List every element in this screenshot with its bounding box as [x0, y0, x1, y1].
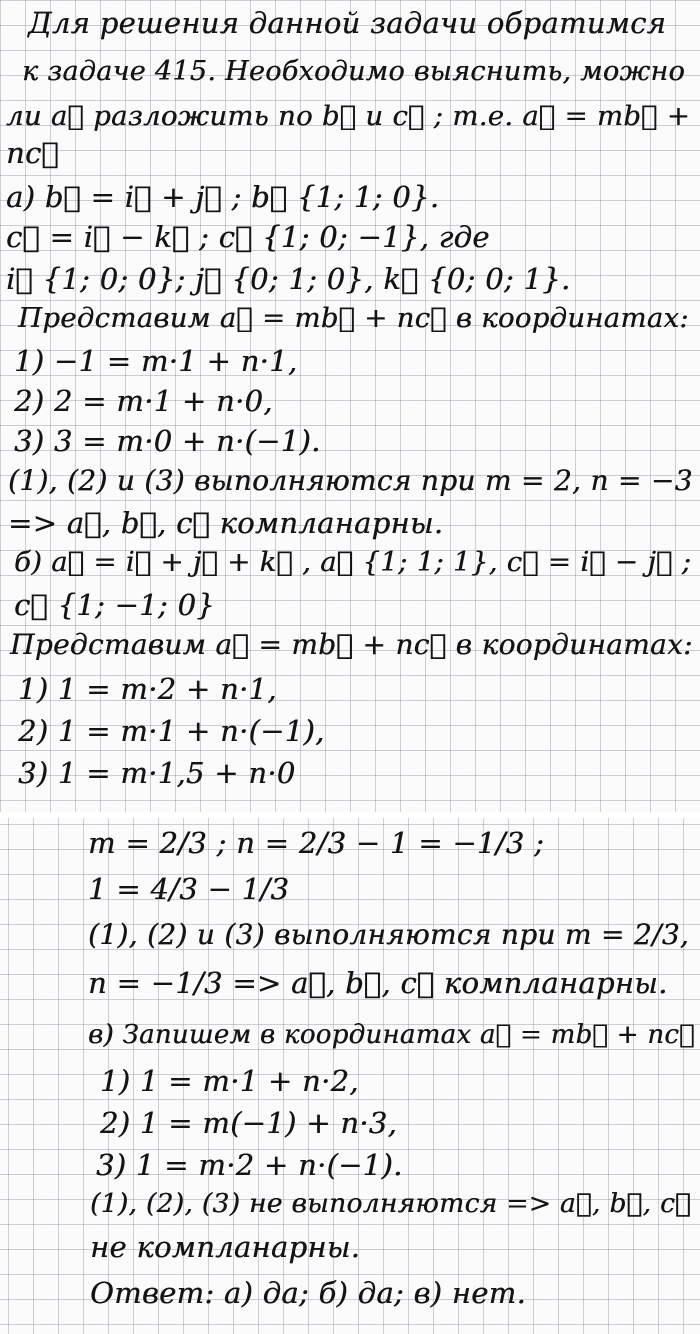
text-line: 3) 1 = m·1,5 + n·0: [18, 756, 296, 790]
text-line: m = 2/3 ; n = 2/3 − 1 = −1/3 ;: [88, 826, 545, 860]
text-line: в) Запишем в координатах a⃗ = mb⃗ + nc⃗: [88, 1020, 695, 1050]
text-line: 1) 1 = m·2 + n·1,: [18, 672, 277, 706]
text-line: (1), (2) и (3) выполняются при m = 2/3,: [88, 918, 690, 951]
text-line: ли a⃗ разложить по b⃗ и c⃗ ; т.е. a⃗ = mb⃗ +: [6, 100, 691, 132]
text-line: 2) 1 = m·1 + n·(−1),: [18, 714, 325, 748]
text-line: => a⃗, b⃗, c⃗ компланарны.: [8, 506, 444, 540]
text-line: а) b⃗ = i⃗ + j⃗ ; b⃗ {1; 1; 0}.: [6, 180, 440, 214]
text-line: не компланарны.: [90, 1230, 361, 1264]
text-line: 1) −1 = m·1 + n·1,: [14, 344, 298, 378]
text-line: 3) 3 = m·0 + n·(−1).: [14, 424, 321, 458]
text-line: Представим a⃗ = mb⃗ + nc⃗ в координатах:: [18, 302, 689, 334]
text-line: 2) 1 = m(−1) + n·3,: [100, 1106, 398, 1140]
text-line: n = −1/3 => a⃗, b⃗, c⃗ компланарны.: [88, 966, 668, 1000]
text-line: Для решения данной задачи обратимся: [28, 6, 667, 40]
text-line: 1 = 4/3 − 1/3: [88, 872, 290, 906]
text-line: Представим a⃗ = mb⃗ + nc⃗ в координатах:: [10, 628, 693, 661]
text-line: i⃗ {1; 0; 0}; j⃗ {0; 1; 0}, k⃗ {0; 0; 1}.: [6, 262, 571, 296]
text-line: 3) 1 = m·2 + n·(−1).: [96, 1148, 403, 1182]
text-line: 1) 1 = m·1 + n·2,: [100, 1064, 359, 1098]
text-line: (1), (2) и (3) выполняются при m = 2, n = −3: [8, 464, 693, 497]
text-line: (1), (2), (3) не выполняются => a⃗, b⃗, c⃗: [90, 1188, 692, 1219]
text-line: б) a⃗ = i⃗ + j⃗ + k⃗ , a⃗ {1; 1; 1}, c⃗ = i⃗ − j⃗ ;: [14, 546, 692, 578]
text-line: Ответ: а) да; б) да; в) нет.: [90, 1276, 526, 1310]
text-line: c⃗ {1; −1; 0}: [14, 588, 215, 622]
text-line: c⃗ = i⃗ − k⃗ ; c⃗ {1; 0; −1}, где: [6, 220, 490, 254]
text-line: к задаче 415. Необходимо выяснить, можно: [22, 56, 685, 87]
text-line: nc⃗: [6, 136, 59, 170]
text-line: 2) 2 = m·1 + n·0,: [14, 384, 273, 418]
